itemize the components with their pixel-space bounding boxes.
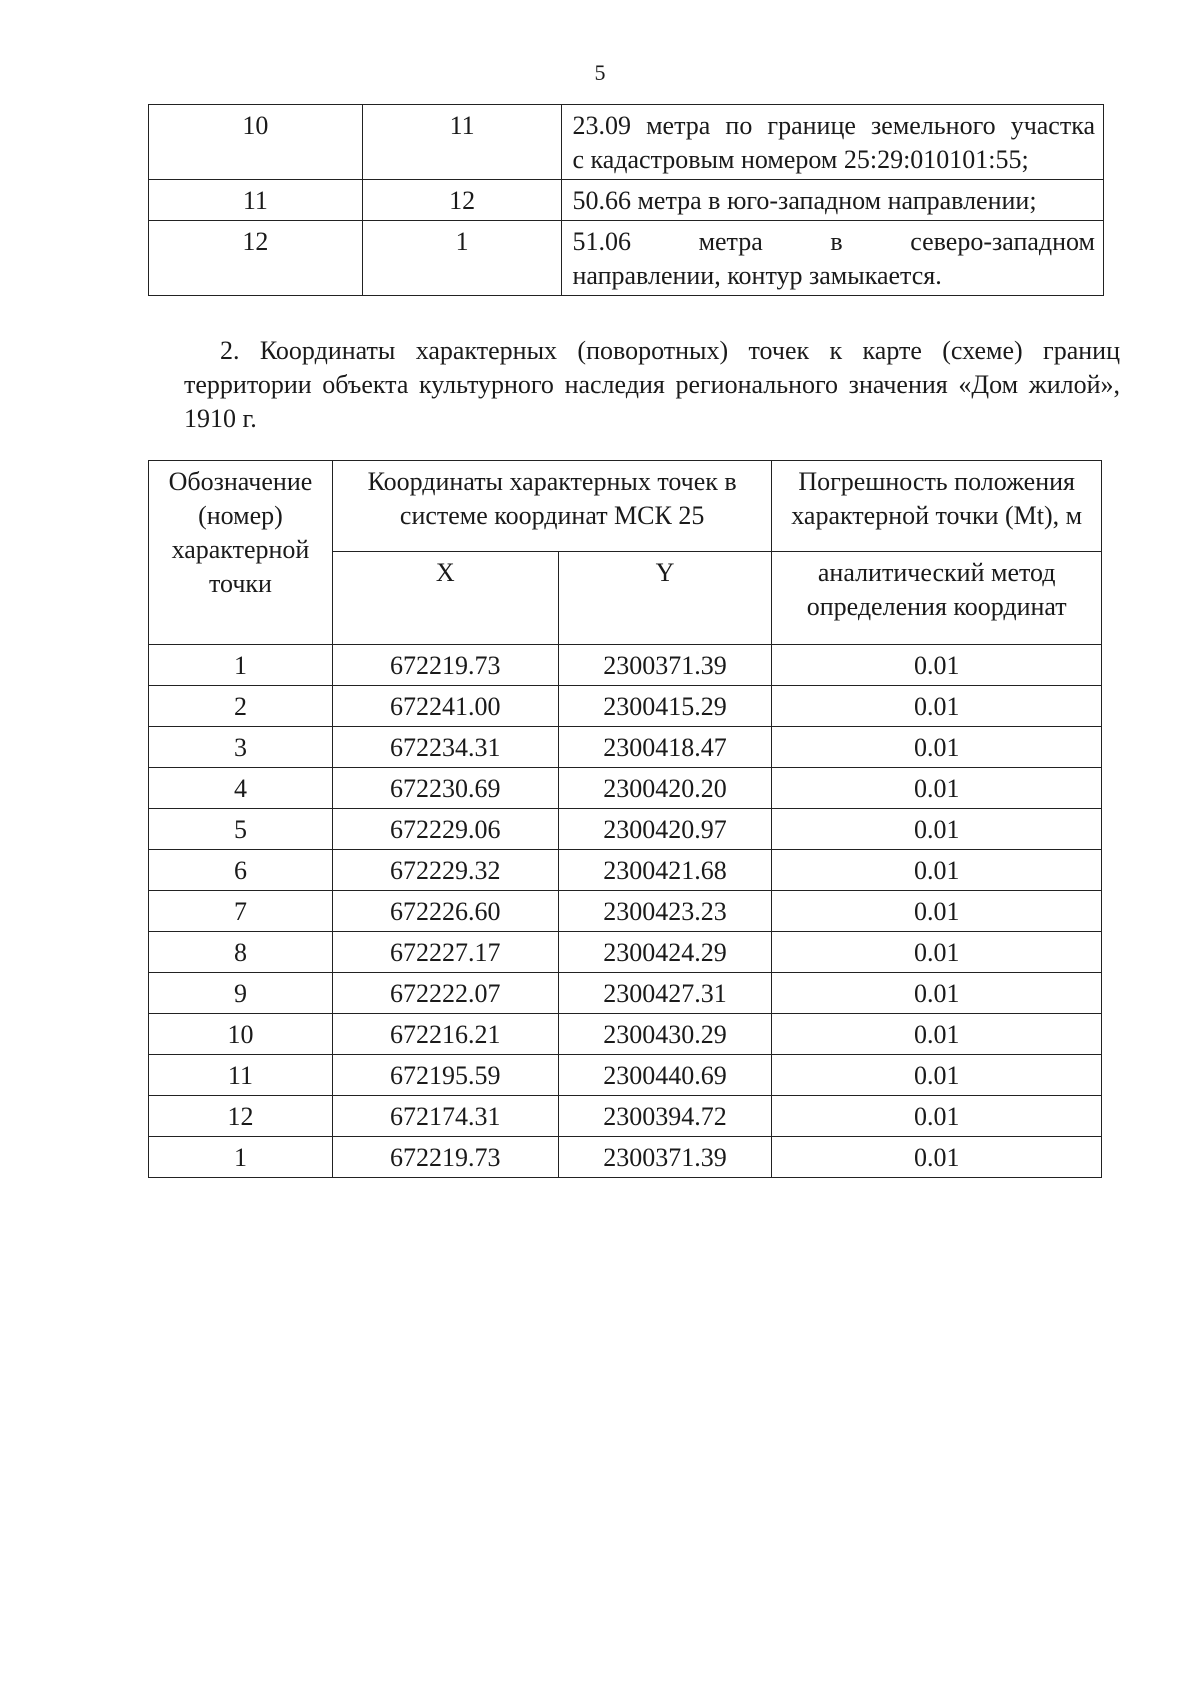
cell-x: 672241.00 — [332, 686, 558, 727]
table-row — [149, 1096, 1102, 1137]
cell-point: 12 — [149, 1096, 333, 1137]
cell-y: 2300421.68 — [558, 850, 772, 891]
segment-from: 12 — [149, 221, 363, 296]
cell-y: 2300430.29 — [558, 1014, 772, 1055]
cell-x: 672195.59 — [332, 1055, 558, 1096]
cell-y: 2300420.20 — [558, 768, 772, 809]
cell-point: 2 — [149, 686, 333, 727]
header-coordinates: Координаты характерных точек в системе координат МСК 25 — [332, 461, 771, 552]
header-point-number: Обозначение (номер) характерной точки — [149, 461, 333, 645]
cell-mt: 0.01 — [772, 686, 1102, 727]
table-row — [149, 1014, 1102, 1055]
cell-mt: 0.01 — [772, 809, 1102, 850]
cell-y: 2300371.39 — [558, 1137, 772, 1178]
cell-x: 672234.31 — [332, 727, 558, 768]
section-paragraph: 2. Координаты характерных (поворотных) точек к карте (схеме) границ территории объекта культурного наследия регионального значения «Дом жилой», 1910 г. — [184, 336, 1120, 433]
cell-x: 672216.21 — [332, 1014, 558, 1055]
boundary-segments-table — [148, 104, 1104, 296]
header-y: Y — [558, 552, 772, 645]
cell-point: 3 — [149, 727, 333, 768]
cell-mt: 0.01 — [772, 1096, 1102, 1137]
cell-y: 2300420.97 — [558, 809, 772, 850]
cell-y: 2300424.29 — [558, 932, 772, 973]
table-row — [149, 809, 1102, 850]
segment-description-line: с кадастровым номером 25:29:010101:55; — [572, 145, 1029, 174]
cell-point: 9 — [149, 973, 333, 1014]
table-row — [149, 727, 1102, 768]
segment-description-line: 23.09 метра по границе земельного участка — [572, 111, 1095, 140]
table-row — [149, 768, 1102, 809]
cell-point: 6 — [149, 850, 333, 891]
segment-to: 12 — [362, 180, 562, 221]
cell-x: 672229.06 — [332, 809, 558, 850]
table-row — [149, 973, 1102, 1014]
cell-y: 2300418.47 — [558, 727, 772, 768]
cell-point: 11 — [149, 1055, 333, 1096]
segment-to: 1 — [362, 221, 562, 296]
table-row — [149, 1055, 1102, 1096]
table-row — [149, 1137, 1102, 1178]
cell-point: 8 — [149, 932, 333, 973]
cell-point: 1 — [149, 1137, 333, 1178]
cell-mt: 0.01 — [772, 973, 1102, 1014]
cell-x: 672229.32 — [332, 850, 558, 891]
header-method: аналитический метод определения координат — [772, 552, 1102, 645]
cell-mt: 0.01 — [772, 727, 1102, 768]
cell-point: 5 — [149, 809, 333, 850]
cell-point: 7 — [149, 891, 333, 932]
coordinates-table — [148, 460, 1102, 1178]
table-row — [149, 932, 1102, 973]
segment-to: 11 — [362, 105, 562, 180]
header-x: X — [332, 552, 558, 645]
cell-point: 1 — [149, 645, 333, 686]
segment-description — [562, 105, 1104, 180]
cell-y: 2300440.69 — [558, 1055, 772, 1096]
cell-mt: 0.01 — [772, 1055, 1102, 1096]
cell-y: 2300394.72 — [558, 1096, 772, 1137]
table-row — [149, 105, 1104, 180]
segment-description-line: 50.66 метра в юго-западном направлении; — [572, 186, 1037, 215]
cell-mt: 0.01 — [772, 1014, 1102, 1055]
table-row — [149, 850, 1102, 891]
segment-description — [562, 221, 1104, 296]
cell-mt: 0.01 — [772, 768, 1102, 809]
table-row — [149, 180, 1104, 221]
table-row — [149, 645, 1102, 686]
cell-y: 2300415.29 — [558, 686, 772, 727]
table-row — [149, 686, 1102, 727]
cell-mt: 0.01 — [772, 932, 1102, 973]
table-row — [149, 221, 1104, 296]
cell-mt: 0.01 — [772, 891, 1102, 932]
cell-x: 672174.31 — [332, 1096, 558, 1137]
header-error: Погрешность положения характерной точки (Mt), м — [772, 461, 1102, 552]
page-number: 5 — [594, 60, 606, 85]
cell-mt: 0.01 — [772, 1137, 1102, 1178]
segment-description-line: направлении, контур замыкается. — [572, 261, 942, 290]
cell-x: 672226.60 — [332, 891, 558, 932]
cell-point: 10 — [149, 1014, 333, 1055]
cell-y: 2300423.23 — [558, 891, 772, 932]
segment-description-line: 51.06 метра в северо-западном — [572, 227, 1095, 256]
cell-x: 672219.73 — [332, 645, 558, 686]
cell-y: 2300371.39 — [558, 645, 772, 686]
cell-x: 672227.17 — [332, 932, 558, 973]
segment-description — [562, 180, 1104, 221]
cell-mt: 0.01 — [772, 850, 1102, 891]
table-row — [149, 891, 1102, 932]
segment-from: 11 — [149, 180, 363, 221]
cell-mt: 0.01 — [772, 645, 1102, 686]
cell-x: 672219.73 — [332, 1137, 558, 1178]
segment-from: 10 — [149, 105, 363, 180]
cell-y: 2300427.31 — [558, 973, 772, 1014]
cell-x: 672230.69 — [332, 768, 558, 809]
cell-point: 4 — [149, 768, 333, 809]
table-header-row — [149, 461, 1102, 552]
cell-x: 672222.07 — [332, 973, 558, 1014]
